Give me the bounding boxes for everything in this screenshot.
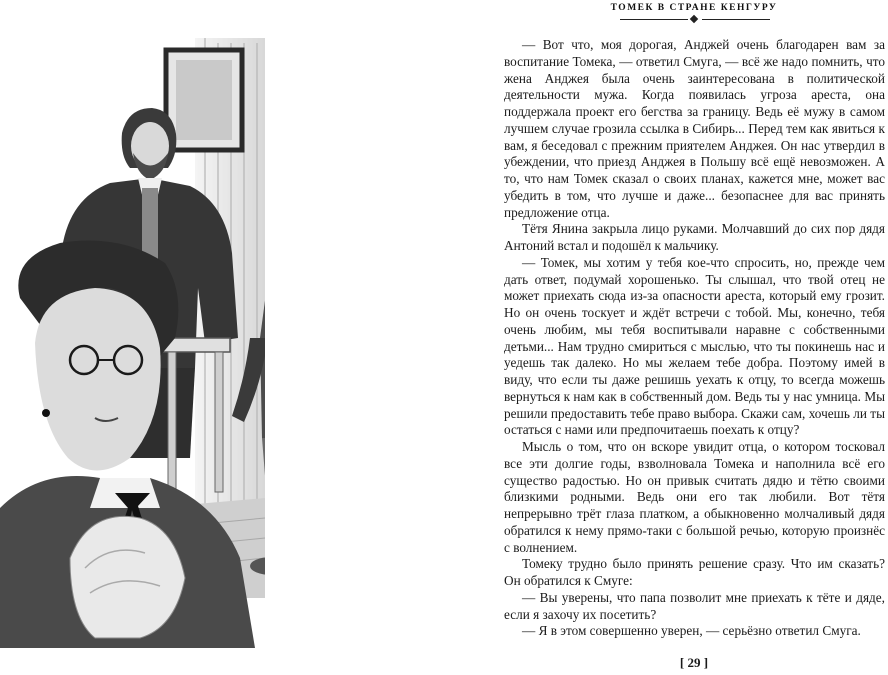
paragraph: Мысль о том, что он вскоре увидит отца, о котором тосковал все эти долгие годы, взволновала Томека и наполнила всё его существо радостью. Но он привык считать дядю и тётю своими близкими родными. Ведь они его так любили. Вот тётя непрерывно трёт глаза платком, а обыкновенно молчаливый дядя обратился к нему прямо-таки с большой речью, которую произнёс с волнением. [504, 439, 885, 555]
header-ornament-rule [620, 19, 770, 20]
paragraph: — Вы уверены, что папа позволит мне приехать к тёте и дяде, если я захочу их посетить? [504, 589, 885, 622]
illustration-drawing [0, 38, 265, 648]
paragraph: Томеку трудно было принять решение сразу. Что им сказать? Он обратился к Смуге: [504, 556, 885, 588]
running-header: ТОМЕК В СТРАНЕ КЕНГУРУ [610, 3, 778, 13]
paragraph: — Томек, мы хотим у тебя кое-что спросить, но, прежде чем дать ответ, подумай хорошенько. Ты слышал, что твой отец не может приехать сюда из-за опасности ареста, который ему грозит. Но он очень тоскует и ждёт встречи с тобой. Мы, конечно, тебя очень любим, мы тебя воспитывали наравне с собственными детьми... Нам трудно смириться с мыслью, что ты покинешь нас и уедешь так далеко. Но мы желаем тебе добра. Поэтому имей в виду, что если ты даже решишь уехать к отцу, то всегда можешь вернуться к нам как в собственный дом. Ведь ты у нас умница. Мы решили предоставить тебе право выбора. Скажи сам, хочешь ли ты остаться с нами или предпочитаешь поехать к отцу? [504, 254, 885, 438]
diamond-ornament-icon [690, 15, 698, 23]
page-number: [ 29 ] [679, 655, 709, 670]
book-illustration [0, 38, 265, 648]
paragraph: Тётя Янина закрыла лицо руками. Молчавший до сих пор дядя Антоний встал и подошёл к мальчику. [504, 221, 885, 253]
paragraph: — Я в этом совершенно уверен, — серьёзно ответил Смуга. [522, 623, 861, 639]
page-body-text [504, 37, 885, 640]
paragraph: — Вот что, моя дорогая, Анджей очень благодарен вам за воспитание Томека, — ответил Смуга, — всё же надо помнить, что жена Анджея была очень заинтересована в политической деятельности мужа. Когда появилась угроза ареста, она поддержала проект его бегства за границу. Ведь её мужу в самом лучшем случае грозила ссылка в Сибирь... Перед тем как явиться к вам, я беседовал с прежним приятелем Анджея. Он нас утвердил в убеждении, что приезд Анджея в Польшу всё ещё невозможен. А то, что нам Томек сказал о своих планах, кажется мне, может вас убедить в том, что лучше и даже... безопаснее для вас принять предложение отца. [504, 37, 885, 220]
